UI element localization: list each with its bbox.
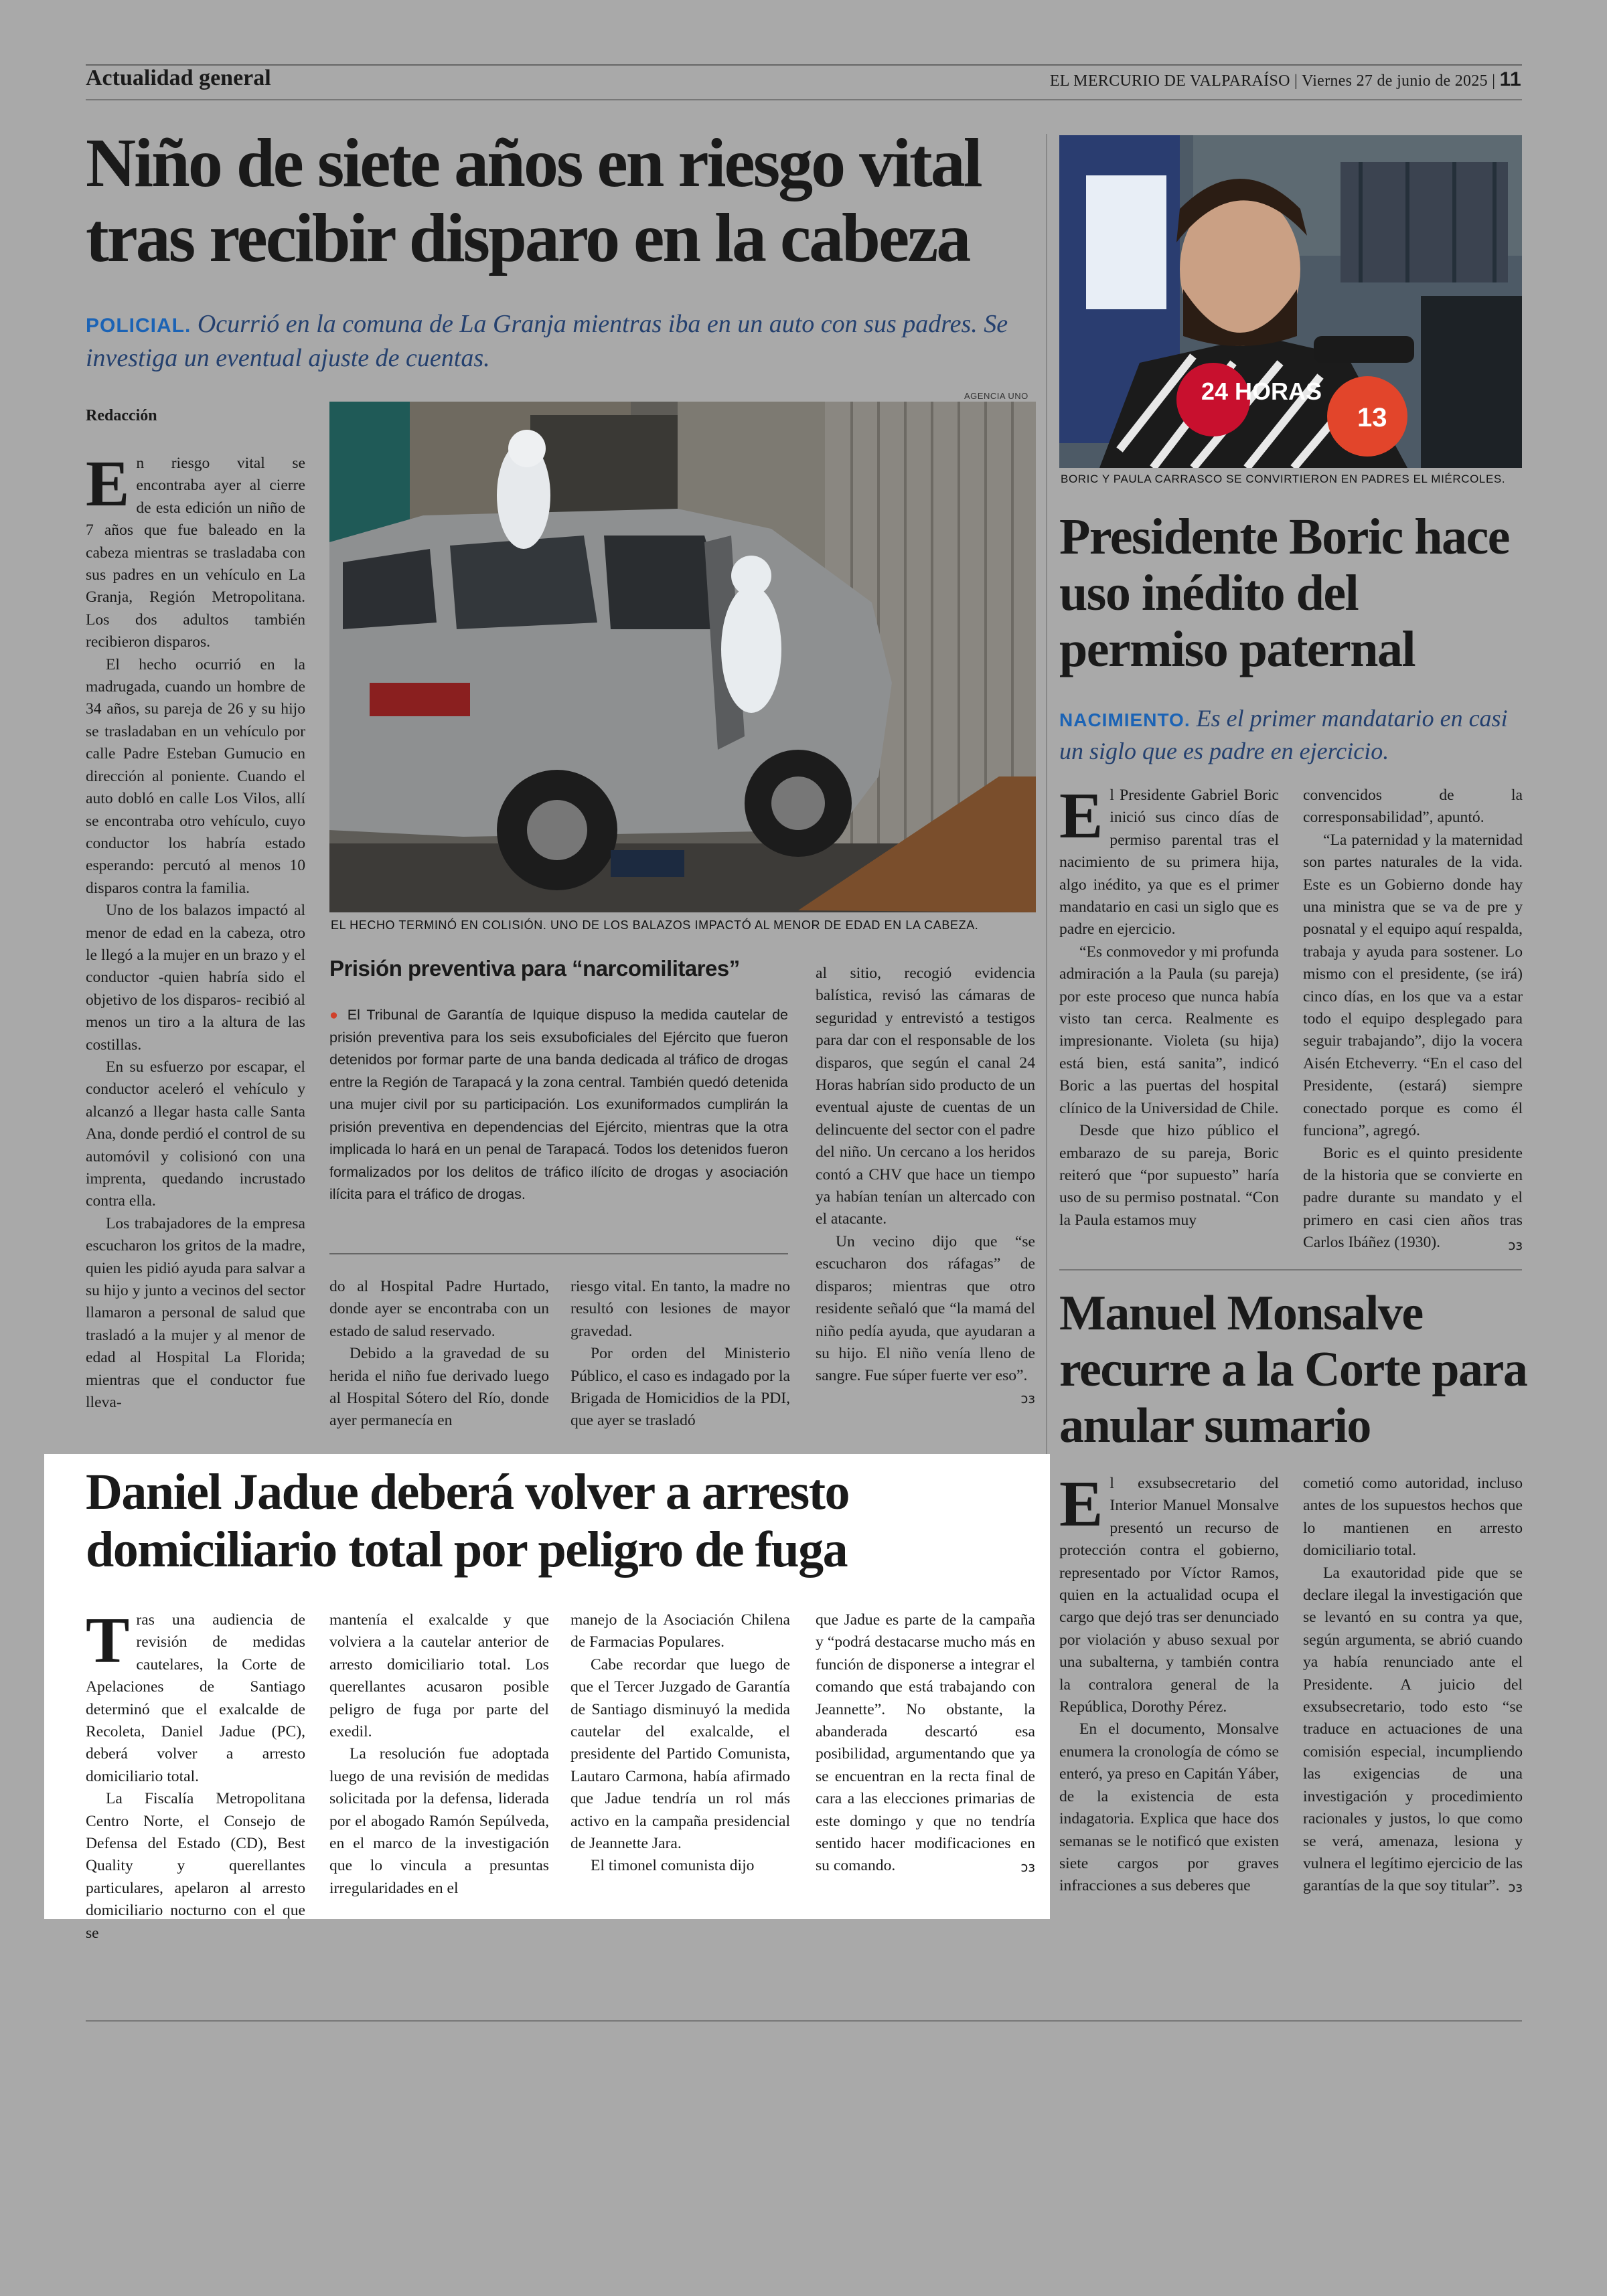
- story3-headline: Manuel Monsalve recurre a la Corte para anular sumario: [1059, 1286, 1527, 1453]
- story2-rule: [1059, 1269, 1522, 1270]
- paragraph: Uno de los balazos impactó al menor de edad en la cabeza, otro le llegó a la mujer en un brazo y el conductor -quien habría sido el objetivo de los disparos- recibió al menos un tiro a la altura de las costillas.: [86, 902, 305, 1054]
- sidebar-rule: [329, 1253, 788, 1254]
- drop-cap: E: [86, 448, 130, 520]
- paragraph: al sitio, recogió evidencia balística, revisó las cámaras de seguridad y entrevistó a testigos para dar con el responsable de los disparos, que según el canal 24 Horas habrían sido producto de un eventual ajuste de cuentas de un delincuente del sector con el padre del niño. Un cercano a los heridos contó a CHV que hace un tiempo ya habían tenían un altercado con el atacante.: [816, 965, 1035, 1228]
- page-number: 11: [1499, 68, 1521, 90]
- story4-col1: [86, 1605, 305, 1945]
- sidebar-body: [329, 1004, 788, 1206]
- drop-cap: E: [1059, 1468, 1103, 1540]
- paragraph: La Fiscalía Metropolitana Centro Norte, el Consejo de Defensa del Estado (CD), Best Quality y querellantes particulares, apelaron al arresto domiciliario nocturno con el que se: [86, 1790, 305, 1942]
- story1-headline: Niño de siete años en riesgo vital tras recibir disparo en la cabeza: [86, 125, 981, 276]
- story1-kicker: POLICIAL.: [86, 315, 192, 337]
- paragraph: que Jadue es parte de la campaña y “podrá destacarse mucho más en función de disponerse a integrar el comando que está trabajando con Jeannette”. No obstante, la abanderada descartó esa posibilidad, argumentando que ya se encuentran en la recta final de cara a las elecciones primarias de este domingo y que no tendría sentido hacer modificaciones en su comando.: [816, 1611, 1035, 1875]
- story1-col2: [329, 1276, 549, 1432]
- end-mark: ↄɜ: [1020, 1858, 1035, 1875]
- paragraph: Debido a la gravedad de su herida el niño fue derivado luego al Hospital Sótero del Río, donde ayer permanecía en: [329, 1345, 549, 1430]
- paragraph: “Es conmovedor y mi profunda admiración a la Paula (su pareja) por este proceso que nunca había visto tan cerca. Realmente es impresionante. Violeta (su hija) está bien, está sanita”, indicó Boric a las puertas del hospital clínico de la Universidad de Chile.: [1059, 942, 1279, 1117]
- boric-photo: [1059, 135, 1522, 468]
- section-label: Actualidad general: [86, 66, 271, 90]
- story1-dek: [86, 308, 1037, 374]
- sidebar-title: Prisión preventiva para “narcomilitares”: [329, 956, 740, 981]
- story1-col1: [86, 448, 305, 1414]
- drop-cap: T: [86, 1605, 130, 1677]
- paragraph: La resolución fue adoptada luego de una revisión de medidas solicitada por la defensa, liderada por el abogado Ramón Sepúlveda, en el marco de la investigación que lo vincula a presuntas irregularidades en el: [329, 1745, 549, 1897]
- drop-cap: E: [1059, 780, 1103, 852]
- issue-date: Viernes 27 de junio de 2025: [1302, 72, 1488, 90]
- story2-dek-text: Es el primer mandatario en casi un siglo que es padre en ejercicio.: [1059, 705, 1508, 764]
- story4-col4: [816, 1609, 1035, 1878]
- paragraph: ras una audiencia de revisión de medidas cautelares, la Corte de Apelaciones de Santiago determinó que el exalcalde de Recoleta, Daniel Jadue (PC), deberá volver a arresto domiciliario total.: [86, 1611, 305, 1785]
- story2-col2: [1303, 785, 1523, 1256]
- paragraph: mantenía el exalcalde y que volviera a la cautelar anterior de arresto domiciliario total. Los querellantes acusaron posible peligro de fuga por parte del exedil.: [329, 1611, 549, 1741]
- byline: Redacción: [86, 407, 157, 424]
- boric-caption: BORIC Y PAULA CARRASCO SE CONVIRTIERON EN PADRES EL MIÉRCOLES.: [1061, 473, 1506, 485]
- paragraph: Boric es el quinto presidente de la historia que se convierte en padre durante su mandato y el primero en casi cien años tras Carlos Ibáñez (1930).: [1303, 1144, 1523, 1252]
- paragraph: Por orden del Ministerio Público, el caso es indagado por la Brigada de Homicidios de la PDI, que ayer se trasladó: [570, 1345, 790, 1430]
- end-mark: ↄɜ: [1508, 1236, 1523, 1253]
- story2-col1: [1059, 780, 1279, 1232]
- story2-dek: [1059, 703, 1521, 766]
- paragraph: La exautoridad pide que se declare ilegal la investigación que se levantó en su contra ya que, según argumenta, se abrió cuando ya había renunciado ante el Presidente. A juicio del exsubsecretario, todo esto “se traduce en actuaciones de una comisión especial, incumpliendo las exigencias de una investigación y procedimiento racionales y justos, lo que como se verá, amenaza, lesiona y vulnera el legítimo ejercicio de las garantías de la que soy titular”.: [1303, 1564, 1523, 1895]
- paragraph: El timonel comunista dijo: [591, 1857, 755, 1875]
- paragraph: Un vecino dijo que “se escucharon dos ráfagas” de disparos; mientras que otro residente señaló que “la mamá del niño pedía ayuda, que ayudaran a su hijo. El niño venía lleno de sangre. Fue súper fuerte ver eso”.: [816, 1232, 1035, 1385]
- bullet-icon: ●: [329, 1007, 341, 1023]
- paragraph: En el documento, Monsalve enumera la cronología de cómo se enteró, ya preso en Capitán Yáber, de la existencia de esta indagatoria. Explica que hace dos semanas se le notificó que existen siete cargos por graves infracciones a sus deberes que: [1059, 1720, 1279, 1895]
- paragraph: En su esfuerzo por escapar, el conductor aceleró el vehículo y alcanzó a llegar hasta calle Santa Ana, donde perdió el control de su automóvil y colisionó con una imprenta, quedando incrustado contra ella.: [86, 1058, 305, 1210]
- mic-logo-13: 13: [1357, 403, 1387, 432]
- story1-col4: [816, 963, 1035, 1410]
- paragraph: Cabe recordar que luego de que el Tercer Juzgado de Garantía de Santiago disminuyó la medida cautelar del exalcalde, el presidente del Partido Comunista, Lautaro Carmona, había afirmado que Jadue tendría un rol más activo en la campaña presidencial de Jeannette Jara.: [570, 1655, 790, 1853]
- paragraph: l Presidente Gabriel Boric inició sus cinco días de permiso parental tras el nacimiento de su primera hija, algo inédito, ya que es el primer mandatario en casi un siglo que es padre en ejercicio.: [1059, 787, 1279, 938]
- bottom-rule: [86, 2020, 1522, 2022]
- suv-scene-illustration: [329, 402, 1036, 912]
- paragraph: “La paternidad y la maternidad son partes naturales de la vida. Este es un Gobierno donde hay una ministra que se va de pre y posnatal y el equipo aquí respalda, trabaja y ayuda para sostener. Lo mismo con el presidente, (se irá) cinco días, en los que va a estar todo el equipo desplegado para seguir trabajando”, dijo la vocera Aisén Etcheverry. “En el caso del Presidente, (estará) siempre conectado porque es como él funciona”, agregó.: [1303, 831, 1523, 1140]
- end-mark: ↄɜ: [1508, 1878, 1523, 1895]
- story4-col2: [329, 1609, 549, 1900]
- press-scrum-illustration: [1059, 135, 1522, 468]
- story3-col2: [1303, 1473, 1523, 1898]
- page-header-info: EL MERCURIO DE VALPARAÍSO | Viernes 27 de junio de 2025 | 11: [1049, 68, 1521, 90]
- mic-logo-24: 24 HORAS: [1201, 378, 1322, 405]
- column-divider: [1046, 134, 1047, 1459]
- header-rule: [86, 99, 1522, 100]
- paragraph: convencidos de la corresponsabilidad”, apuntó.: [1303, 787, 1523, 827]
- paragraph: l exsubsecretario del Interior Manuel Monsalve presentó un recurso de protección contra el gobierno, representado por Víctor Ramos, quien en la actualidad ocupa el cargo que dejó tras ser denunciado por violación y abuso sexual por una subalterna, y también contra la contralora general de la República, Dorothy Pérez.: [1059, 1475, 1279, 1716]
- paragraph: riesgo vital. En tanto, la madre no resultó con lesiones de mayor gravedad.: [570, 1278, 790, 1340]
- photo-caption: EL HECHO TERMINÓ EN COLISIÓN. UNO DE LOS BALAZOS IMPACTÓ AL MENOR DE EDAD EN LA CABEZA.: [331, 918, 979, 932]
- story4-headline: Daniel Jadue deberá volver a arresto domiciliario total por peligro de fuga: [86, 1464, 850, 1578]
- story1-col3: [570, 1276, 790, 1432]
- top-rule: [86, 64, 1522, 66]
- story2-kicker: NACIMIENTO.: [1059, 710, 1191, 730]
- photo-credit: AGENCIA UNO: [964, 391, 1028, 401]
- paragraph: n riesgo vital se encontraba ayer al cierre de esta edición un niño de 7 años que fue baleado en la cabeza mientras se trasladaba con sus padres en un vehículo en La Granja, Región Metropolitana. Los dos adultos también recibieron disparos.: [86, 455, 305, 651]
- sidebar-text: El Tribunal de Garantía de Iquique dispuso la medida cautelar de prisión preventiva para los seis exsuboficiales del Ejército que fueron detenidos por formar parte de una banda dedicada al tráfico de drogas entre la Región de Tarapacá y la zona central. También quedó detenida una mujer civil por su participación. Los exuniformados cumplirán la prisión preventiva en dependencias del Ejército, mientras que la otra implicada lo hará en un penal de Tarapacá. Todos los detenidos fueron formalizados por los delitos de tráfico ilícito de drogas y asociación ilícita para el tráfico de drogas.: [329, 1007, 788, 1202]
- crime-scene-photo: [329, 402, 1036, 912]
- story4-col3: [570, 1609, 790, 1878]
- paragraph: Desde que hizo público el embarazo de su pareja, Boric reiteró que “por supuesto” haría uso de su permiso postnatal. “Con la Paula estamos muy: [1059, 1122, 1279, 1229]
- end-mark: ↄɜ: [1020, 1390, 1035, 1406]
- paragraph: manejo de la Asociación Chilena de Farmacias Populares.: [570, 1611, 790, 1651]
- story2-headline: Presidente Boric hace uso inédito del permiso paternal: [1059, 509, 1510, 677]
- paragraph: do al Hospital Padre Hurtado, donde ayer se encontraba con un estado de salud reservado.: [329, 1278, 549, 1340]
- publication-name: EL MERCURIO DE VALPARAÍSO: [1049, 72, 1290, 90]
- paragraph: Los trabajadores de la empresa escucharon los gritos de la madre, quien les pidió ayuda para salvar a su hijo y junto a vecinos del sector llamaron a personal de salud que trasladó a la mujer y al menor de edad al Hospital La Florida; mientras que el conductor fue lleva-: [86, 1214, 305, 1412]
- paragraph: El hecho ocurrió en la madrugada, cuando un hombre de 34 años, su pareja de 26 y su hijo se trasladaban en un vehículo por calle Padre Esteban Gumucio en dirección al poniente. Cuando el auto dobló en calle Los Vilos, allí se encontraba otro vehículo, cuyo conductor los habría estado esperando: percutó al menos 10 disparos contra la familia.: [86, 655, 305, 897]
- story3-col1: [1059, 1468, 1279, 1898]
- paragraph: cometió como autoridad, incluso antes de los supuestos hechos que lo mantienen en arresto domiciliario total.: [1303, 1475, 1523, 1560]
- story1-dek-text: Ocurrió en la comuna de La Granja mientras iba en un auto con sus padres. Se investiga un eventual ajuste de cuentas.: [86, 310, 1008, 372]
